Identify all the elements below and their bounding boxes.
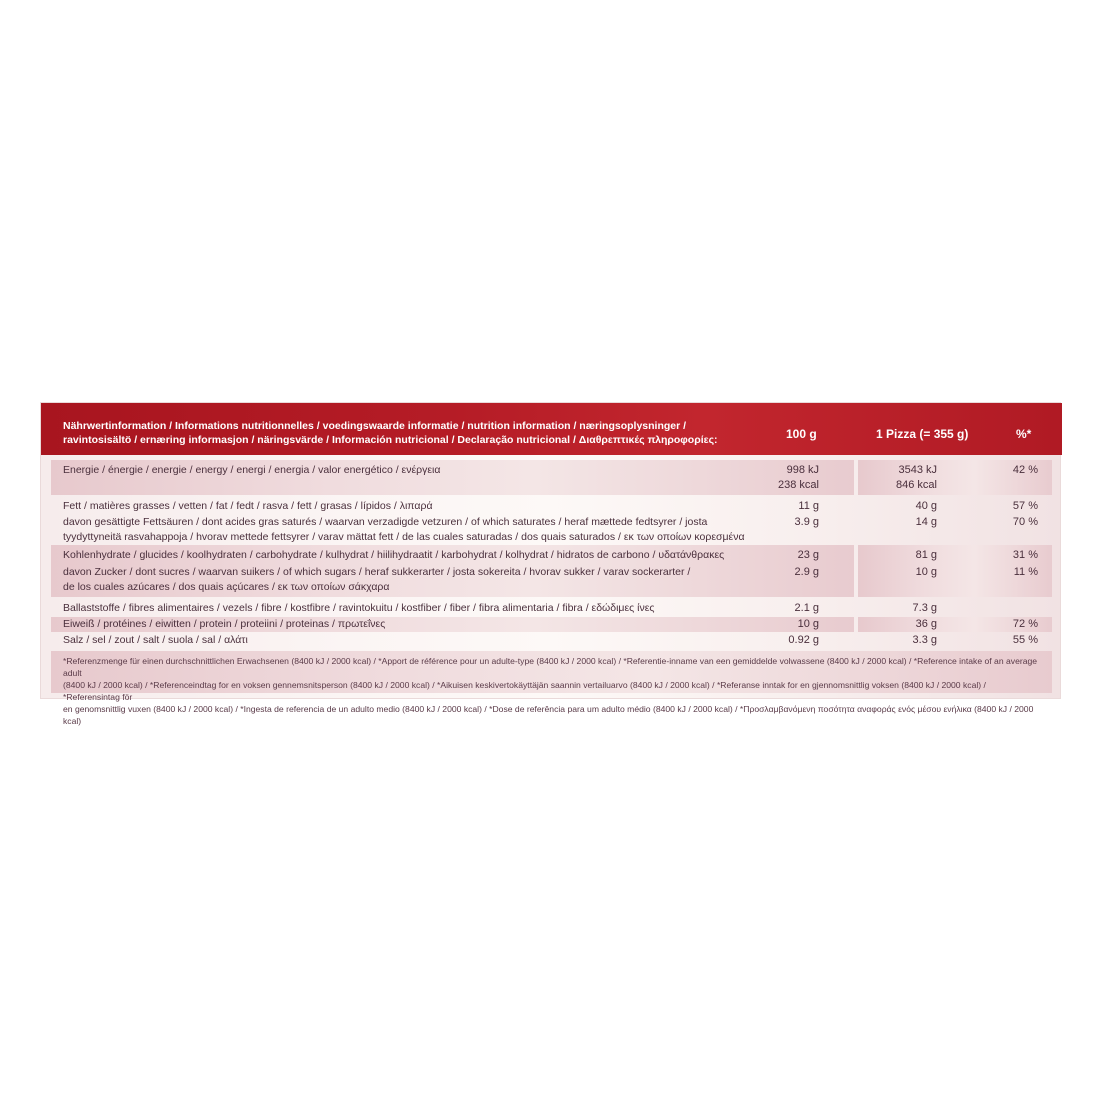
sugars-pizza: 10 g [915,566,937,578]
energy-pizza-kcal: 846 kcal [896,479,937,491]
label-sugars [63,565,763,595]
footnote-block [41,651,1062,726]
label-protein: Eiweiß / protéines / eiwitten / protein / proteiini / proteinas / πρωτεΐνες [63,618,386,630]
nutrition-table [40,402,1061,726]
energy-percent: 42 % [1012,464,1038,476]
carbs-100g: 23 g [797,549,819,561]
label-saturates-line2: tyydyttyneitä rasvahappoja / hvorav mettede fettsyrer / varav mättat fett / de las cuales saturadas / dos quais saturados / εκ των οποίων κορεσμένα [63,531,745,543]
label-salt: Salz / sel / zout / salt / suola / sal / αλάτι [63,634,248,646]
column-header-pizza: 1 Pizza (= 355 g) [876,427,969,441]
column-header-percent: %* [1016,427,1032,441]
table-header [41,403,1062,455]
column-header-100g: 100 g [786,427,817,441]
label-saturates-line1: davon gesättigte Fettsäuren / dont acides gras saturés / waarvan verzadigde vetzuren / of which saturates / heraf mættede fedtsyrer / josta [63,516,708,528]
label-fat: Fett / matières grasses / vetten / fat / fedt / rasva / fett / grasas / lípidos / λιπαρά [63,500,433,512]
saturates-100g: 3.9 g [794,516,819,528]
fibre-pizza: 7.3 g [912,602,937,614]
energy-100g-kcal: 238 kcal [778,479,819,491]
protein-percent: 72 % [1012,618,1038,630]
footnote-line1: *Referenzmenge für einen durchschnittlichen Erwachsenen (8400 kJ / 2000 kcal) / *Apport de référence pour un adulte-type (8400 kJ / 2000 kcal) / *Referentie-inname van een gemiddelde volwassene (8400 kJ / 2000 kcal) / *Reference intake of an average adult [63,656,1038,678]
sugars-percent: 11 % [1013,566,1038,578]
footnote-line2: (8400 kJ / 2000 kcal) / *Referenceindtag for en voksen gennemsnitsperson (8400 kJ / 2000 kcal) / *Aikuisen keskivertokäyttäjän saannin vertailuarvo (8400 kJ / 2000 kcal) / *Referanse inntak for en gjennomsnittlig voksen (8400 kJ / 2000 kcal) / *Referensintag för [63,680,986,702]
salt-percent: 55 % [1012,634,1038,646]
footnote-line3: en genomsnittlig vuxen (8400 kJ / 2000 kcal) / *Ingesta de referencia de un adulto medio (8400 kJ / 2000 kcal) / *Dose de referência para um adulto médio (8400 kJ / 2000 kcal) / *Προσλαμβανόμενη ποσότητα αναφοράς ενός μέσου ενήλικα (8400 kJ / 2000 kcal) [63,704,1034,726]
fat-pizza: 40 g [915,500,937,512]
header-title [63,419,763,447]
row-carbs-group [41,545,1062,597]
energy-pizza-kj: 3543 kJ [898,464,937,476]
label-sugars-line2: de los cuales azúcares / dos quais açúcares / εκ των οποίων σάκχαρα [63,581,390,593]
row-protein [41,617,1062,632]
label-sugars-line1: davon Zucker / dont sucres / waarvan suikers / of which sugars / heraf sukkerarter / josta sokereita / hvorav sukker / varav sockerarter / [63,566,691,578]
fibre-100g: 2.1 g [794,602,819,614]
protein-100g: 10 g [797,618,819,630]
row-energy [41,460,1062,495]
label-energy: Energie / énergie / energie / energy / energi / energia / valor energético / ενέργεια [63,464,441,476]
carbs-percent: 31 % [1012,549,1038,561]
label-carbs: Kohlenhydrate / glucides / koolhydraten / carbohydrate / kulhydrat / hiilihydraatit / karbohydrat / kolhydrat / hidratos de carbono / υδατάνθρακες [63,549,725,561]
salt-pizza: 3.3 g [912,634,937,646]
footnote [63,655,1043,727]
header-title-line2: ravintosisältö / ernæring informasjon / näringsvärde / Información nutricional / Declaração nutricional / Διαθρεπτικές πληροφορίες: [63,434,718,446]
label-fibre: Ballaststoffe / fibres alimentaires / vezels / fibre / kostfibre / ravintokuitu / kostfiber / fiber / fibra alimentaria / fibra / εδώδιμες ίνες [63,602,655,614]
row-salt [41,632,1062,649]
carbs-pizza: 81 g [915,549,937,561]
label-saturates [63,515,763,545]
protein-pizza: 36 g [915,618,937,630]
fat-100g: 11 g [798,500,819,512]
saturates-percent: 70 % [1012,516,1038,528]
row-fat-group [41,495,1062,544]
row-fibre [41,600,1062,617]
header-title-line1: Nährwertinformation / Informations nutritionnelles / voedingswaarde informatie / nutrition information / næringsoplysninger / [63,420,687,432]
sugars-100g: 2.9 g [794,566,819,578]
fat-percent: 57 % [1012,500,1038,512]
saturates-pizza: 14 g [915,516,937,528]
energy-100g-kj: 998 kJ [786,464,819,476]
salt-100g: 0.92 g [788,634,819,646]
